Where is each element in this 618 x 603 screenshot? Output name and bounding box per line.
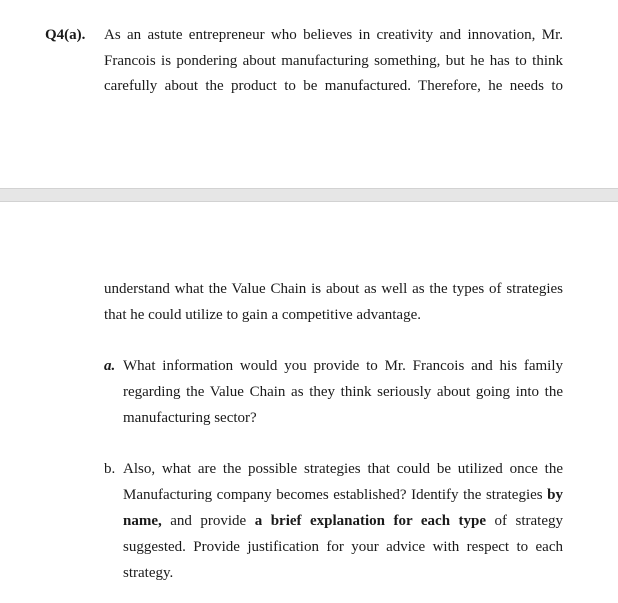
question-label: Q4(a). <box>45 27 86 43</box>
question-line-4: understand what the Value Chain is about as well as the types of strategies <box>104 281 563 297</box>
part-a-label: a. <box>104 358 116 374</box>
part-b-line-1: Also, what are the possible strategies that could be utilized once the <box>123 461 563 477</box>
part-b-line-2: Manufacturing company becomes established? Identify the strategies by <box>123 487 563 503</box>
part-a-line-2: regarding the Value Chain as they think seriously about going into the <box>123 384 563 400</box>
part-b-line-5: strategy. <box>123 565 174 581</box>
page-break-divider <box>0 188 618 202</box>
question-line-2: Francois is pondering about manufacturing something, but he has to think <box>104 53 563 69</box>
part-b-line-3: name, and provide a brief explanation for each type of strategy <box>123 513 563 529</box>
question-line-5: that he could utilize to gain a competitive advantage. <box>104 307 421 323</box>
question-line-1: As an astute entrepreneur who believes in creativity and innovation, Mr. <box>104 27 563 43</box>
part-b-label: b. <box>104 461 116 477</box>
question-line-3: carefully about the product to be manufactured. Therefore, he needs to <box>104 78 563 94</box>
part-a-line-1: What information would you provide to Mr. Francois and his family <box>123 358 563 374</box>
part-b-line-4: suggested. Provide justification for your advice with respect to each <box>123 539 563 555</box>
part-a-line-3: manufacturing sector? <box>123 410 257 426</box>
